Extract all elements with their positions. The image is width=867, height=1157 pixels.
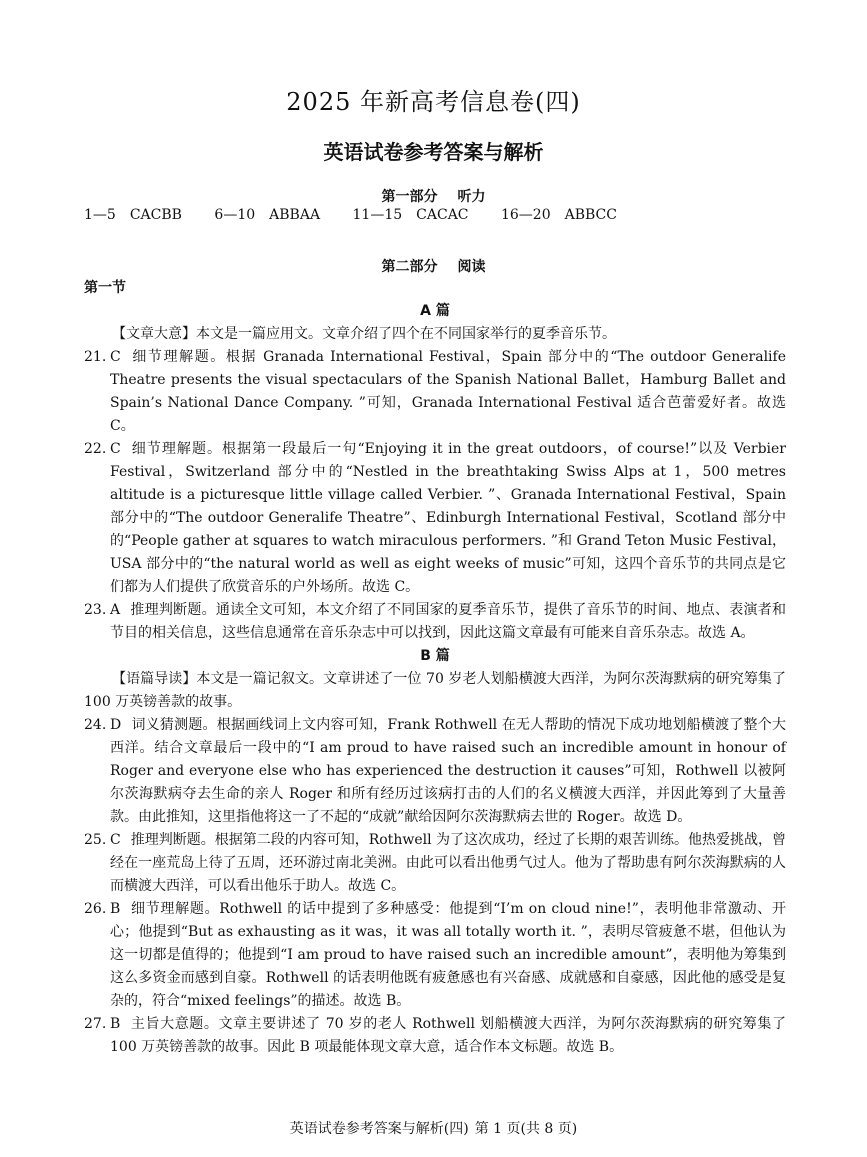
question-answer: B (110, 901, 121, 917)
part-two-label: 第二部分 (381, 259, 438, 275)
part-one-label: 第一部分 (381, 189, 438, 205)
question-number: 23. (84, 602, 107, 618)
listening-answers (84, 207, 645, 223)
answer-group (84, 207, 182, 223)
question-answer: C (110, 832, 121, 848)
answer-range: 1—5 (84, 207, 116, 223)
question-23 (84, 599, 786, 645)
question-27 (84, 1013, 786, 1059)
part-one-name: 听力 (457, 189, 486, 205)
question-number: 26. (84, 901, 107, 917)
question-number: 25. (84, 832, 107, 848)
passage-b-summary: 【语篇导读】本文是一篇记叙文。文章讲述了一位 70 岁老人划船横渡大西洋，为阿尔茨海默病的研究筹集了 100 万英镑善款的故事。 (84, 671, 786, 710)
question-answer: C (110, 441, 121, 457)
question-number: 22. (84, 441, 107, 457)
passage-a-heading: A 篇 (420, 303, 450, 319)
question-explanation: 主旨大意题。文章主要讲述了 70 岁的老人 Rothwell 划船横渡大西洋，为阿尔茨海默病的研究筹集了 100 万英镑善款的故事。因此 B 项最能体现文章大意，适合作本文标题。故选 B。 (110, 1016, 786, 1055)
passage-b-heading: B 篇 (420, 648, 450, 664)
question-explanation: 细节理解题。Rothwell 的话中提到了多种感受：他提到“I’m on cloud nine!”，表明他非常激动、开心；他提到“But as exhausting as it was，it was all totally worth it. ”，表明尽管疲惫不堪，但他认为这一切都是值得的；他提到“I am proud to have raised such an incredible amount”，表明他为筹集到这么多资金而感到自豪。Rothwell 的话表明他既有疲惫感也有兴奋感、成就感和自豪感，因此他的感受是复杂的，符合“mixed feelings”的描述。故选 B。 (110, 901, 786, 1009)
answer-range: 16—20 (500, 207, 551, 223)
page-title: 2025 年新高考信息卷(四) (286, 88, 581, 116)
section-one-heading: 第一节 (84, 280, 126, 296)
question-number: 24. (84, 717, 107, 733)
footer-page-number: 第 1 页(共 8 页) (474, 1121, 578, 1137)
question-answer: A (110, 602, 121, 618)
question-answer: B (110, 1016, 121, 1032)
answer-letters: ABBAA (269, 207, 321, 223)
question-25 (84, 829, 786, 898)
question-explanation: 细节理解题。根据 Granada International Festival，Spain 部分中的“The outdoor Generalife Theatre presents the visual spectaculars of the Spanish National Ballet，Hamburg Ballet and Spain’s National Dance Company. ”可知，Granada International Festival 适合芭蕾爱好者。故选 C。 (110, 349, 786, 434)
answer-range: 6—10 (214, 207, 256, 223)
question-explanation: 细节理解题。根据第一段最后一句“Enjoying it in the great outdoors，of course!”以及 Verbier Festival，Switzerland 部分中的“Nestled in the breathtaking Swiss Alps at 1，500 metres altitude is a picturesque little village called Verbier. ”、Granada International Festival，Spain 部分中的“The outdoor Generalife Theatre”、Edinburgh International Festival，Scotland 部分中的“People gather at squares to watch miraculous performers. ”和 Grand Teton Music Festival，USA 部分中的“the natural world as well as eight weeks of music”可知，这四个音乐节的共同点是它们都为人们提供了欣赏音乐的户外场所。故选 C。 (110, 441, 786, 595)
question-answer: C (110, 349, 121, 365)
explanations-body (84, 300, 786, 1059)
question-22 (84, 438, 786, 599)
question-explanation: 推理判断题。通读全文可知，本文介绍了不同国家的夏季音乐节，提供了音乐节的时间、地点、表演者和节目的相关信息，这些信息通常在音乐杂志中可以找到，因此这篇文章最有可能来自音乐杂志。故选 A。 (110, 602, 786, 641)
page-subtitle: 英语试卷参考答案与解析 (323, 140, 544, 164)
answer-group (353, 207, 469, 223)
question-24 (84, 714, 786, 829)
question-number: 27. (84, 1016, 107, 1032)
answer-letters: CACAC (416, 207, 469, 223)
answer-letters: ABBCC (564, 207, 617, 223)
answer-letters: CACBB (129, 207, 182, 223)
question-21 (84, 346, 786, 438)
question-explanation: 推理判断题。根据第二段的内容可知，Rothwell 为了这次成功，经过了长期的艰苦训练。他热爱挑战，曾经在一座荒岛上待了五周，还环游过南北美洲。由此可以看出他勇气过人。他为了帮助患有阿尔茨海默病的人而横渡大西洋，可以看出他乐于助人。故选 C。 (110, 832, 787, 894)
question-answer: D (110, 717, 122, 733)
passage-a-summary: 【文章大意】本文是一篇应用文。文章介绍了四个在不同国家举行的夏季音乐节。 (112, 326, 616, 342)
question-number: 21. (84, 349, 107, 365)
part-two-heading (0, 256, 867, 276)
part-one-heading (0, 186, 867, 206)
page-footer (0, 1118, 867, 1138)
question-explanation: 词义猜测题。根据画线词上文内容可知，Frank Rothwell 在无人帮助的情况下成功地划船横渡了整个大西洋。结合文章最后一段中的“I am proud to have raised such an incredible amount in honour of Roger and everyone else who has experienced the destruction it causes”可知，Rothwell 以被阿尔茨海默病夺去生命的亲人 Roger 和所有经历过该病打击的人们的名义横渡大西洋，并因此筹到了大量善款。由此推知，这里指他将这一了不起的“成就”献给因阿尔茨海默病去世的 Roger。故选 D。 (110, 717, 786, 825)
footer-document-name: 英语试卷参考答案与解析(四) (289, 1121, 469, 1137)
answer-range: 11—15 (352, 207, 403, 223)
answer-group (214, 207, 320, 223)
answer-group (501, 207, 617, 223)
question-26 (84, 898, 786, 1013)
part-two-name: 阅读 (457, 259, 486, 275)
